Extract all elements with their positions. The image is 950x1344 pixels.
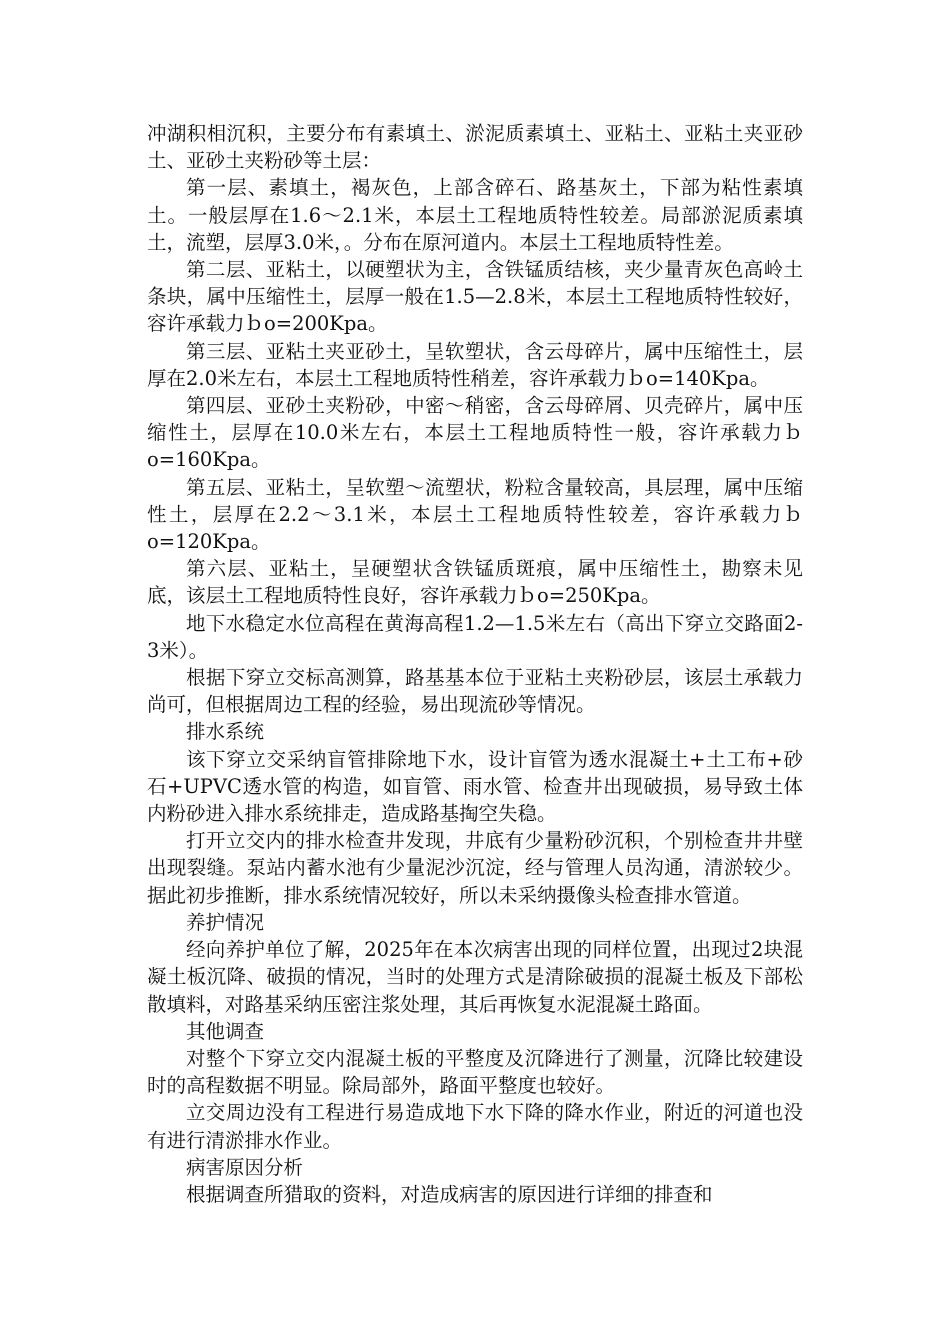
paragraph-layer-1: 第一层、素填土，褐灰色，上部含碎石、路基灰土，下部为粘性素填土。一般层厚在1.6～2.1米，本层土工程地质特性较差。局部淤泥质素填土，流塑，层厚3.0米，。分布在原河道内。本层土工程地质特性差。 bbox=[147, 176, 803, 254]
paragraph-subgrade: 根据下穿立交标高测算，路基基本位于亚粘土夹粉砂层，该层土承载力尚可，但根据周边工程的经验，易出现流砂等情况。 bbox=[147, 666, 803, 717]
paragraph-layer-5: 第五层、亚粘土，呈软塑～流塑状，粉粒含量较高，具层理，属中压缩性土，层厚在2.2～3.1米，本层土工程地质特性较差，容许承载力ｂo=120Kpa。 bbox=[147, 475, 803, 554]
paragraph-drainage-inspection: 打开立交内的排水检查井发现，井底有少量粉砂沉积，个别检查井井壁出现裂缝。泵站内蓄水池有少量泥沙沉淀，经与管理人员沟通，清淤较少。据此初步推断，排水系统情况较好，所以未采纳摄像头检查排水管道。 bbox=[147, 829, 803, 907]
paragraph-drainage-design: 该下穿立交采纳盲管排除地下水，设计盲管为透水混凝土+土工布+砂石+UPVC透水管的构造，如盲管、雨水管、检查井出现破损，易导致土体内粉砂进入排水系统排走，造成路基掏空失稳。 bbox=[147, 747, 803, 826]
paragraph-layer-3: 第三层、亚粘土夹亚砂土，呈软塑状，含云母碎片，属中压缩性土，层厚在2.0米左右，本层土工程地质特性稍差，容许承载力ｂo=140Kpa。 bbox=[147, 339, 803, 390]
section-heading-cause-analysis: 病害原因分析 bbox=[186, 1155, 304, 1179]
paragraph-layer-4: 第四层、亚砂土夹粉砂，中密～稍密，含云母碎屑、贝壳碎片，属中压缩性土，层厚在10.0米左右，本层土工程地质特性一般，容许承载力ｂo=160Kpa。 bbox=[147, 394, 803, 472]
paragraph-intro: 冲湖积相沉积，主要分布有素填土、淤泥质素填土、亚粘土、亚粘土夹亚砂土、亚砂土夹粉砂等土层： bbox=[147, 122, 803, 173]
section-heading-drainage: 排水系统 bbox=[186, 720, 265, 744]
paragraph-layer-2: 第二层、亚粘土，以硬塑状为主，含铁锰质结核，夹少量青灰色高岭土条块，属中压缩性土，层厚一般在1.5—2.8米，本层土工程地质特性较好，容许承载力ｂo=200Kpa。 bbox=[147, 258, 803, 336]
section-heading-other-survey: 其他调查 bbox=[186, 1019, 265, 1043]
paragraph-cause-analysis: 根据调查所猎取的资料，对造成病害的原因进行详细的排查和 bbox=[186, 1182, 713, 1206]
paragraph-groundwater: 地下水稳定水位高程在黄海高程1.2—1.5米左右（高出下穿立交路面2-3米）。 bbox=[147, 611, 803, 662]
paragraph-layer-6: 第六层、亚粘土，呈硬塑状含铁锰质斑痕，属中压缩性土，勘察未见底，该层土工程地质特性良好，容许承载力ｂo=250Kpa。 bbox=[147, 557, 803, 608]
paragraph-maintenance: 经向养护单位了解，2025年在本次病害出现的同样位置，出现过2块混凝土板沉降、破损的情况，当时的处理方式是清除破损的混凝土板及下部松散填料，对路基采纳压密注浆处理，其后再恢复水泥混凝土路面。 bbox=[147, 938, 803, 1016]
section-heading-maintenance: 养护情况 bbox=[186, 910, 265, 934]
document-page bbox=[147, 120, 803, 1208]
paragraph-surroundings: 立交周边没有工程进行易造成地下水下降的降水作业，附近的河道也没有进行清淤排水作业。 bbox=[147, 1101, 803, 1152]
paragraph-flatness: 对整个下穿立交内混凝土板的平整度及沉降进行了测量，沉降比较建设时的高程数据不明显。除局部外，路面平整度也较好。 bbox=[147, 1046, 803, 1098]
